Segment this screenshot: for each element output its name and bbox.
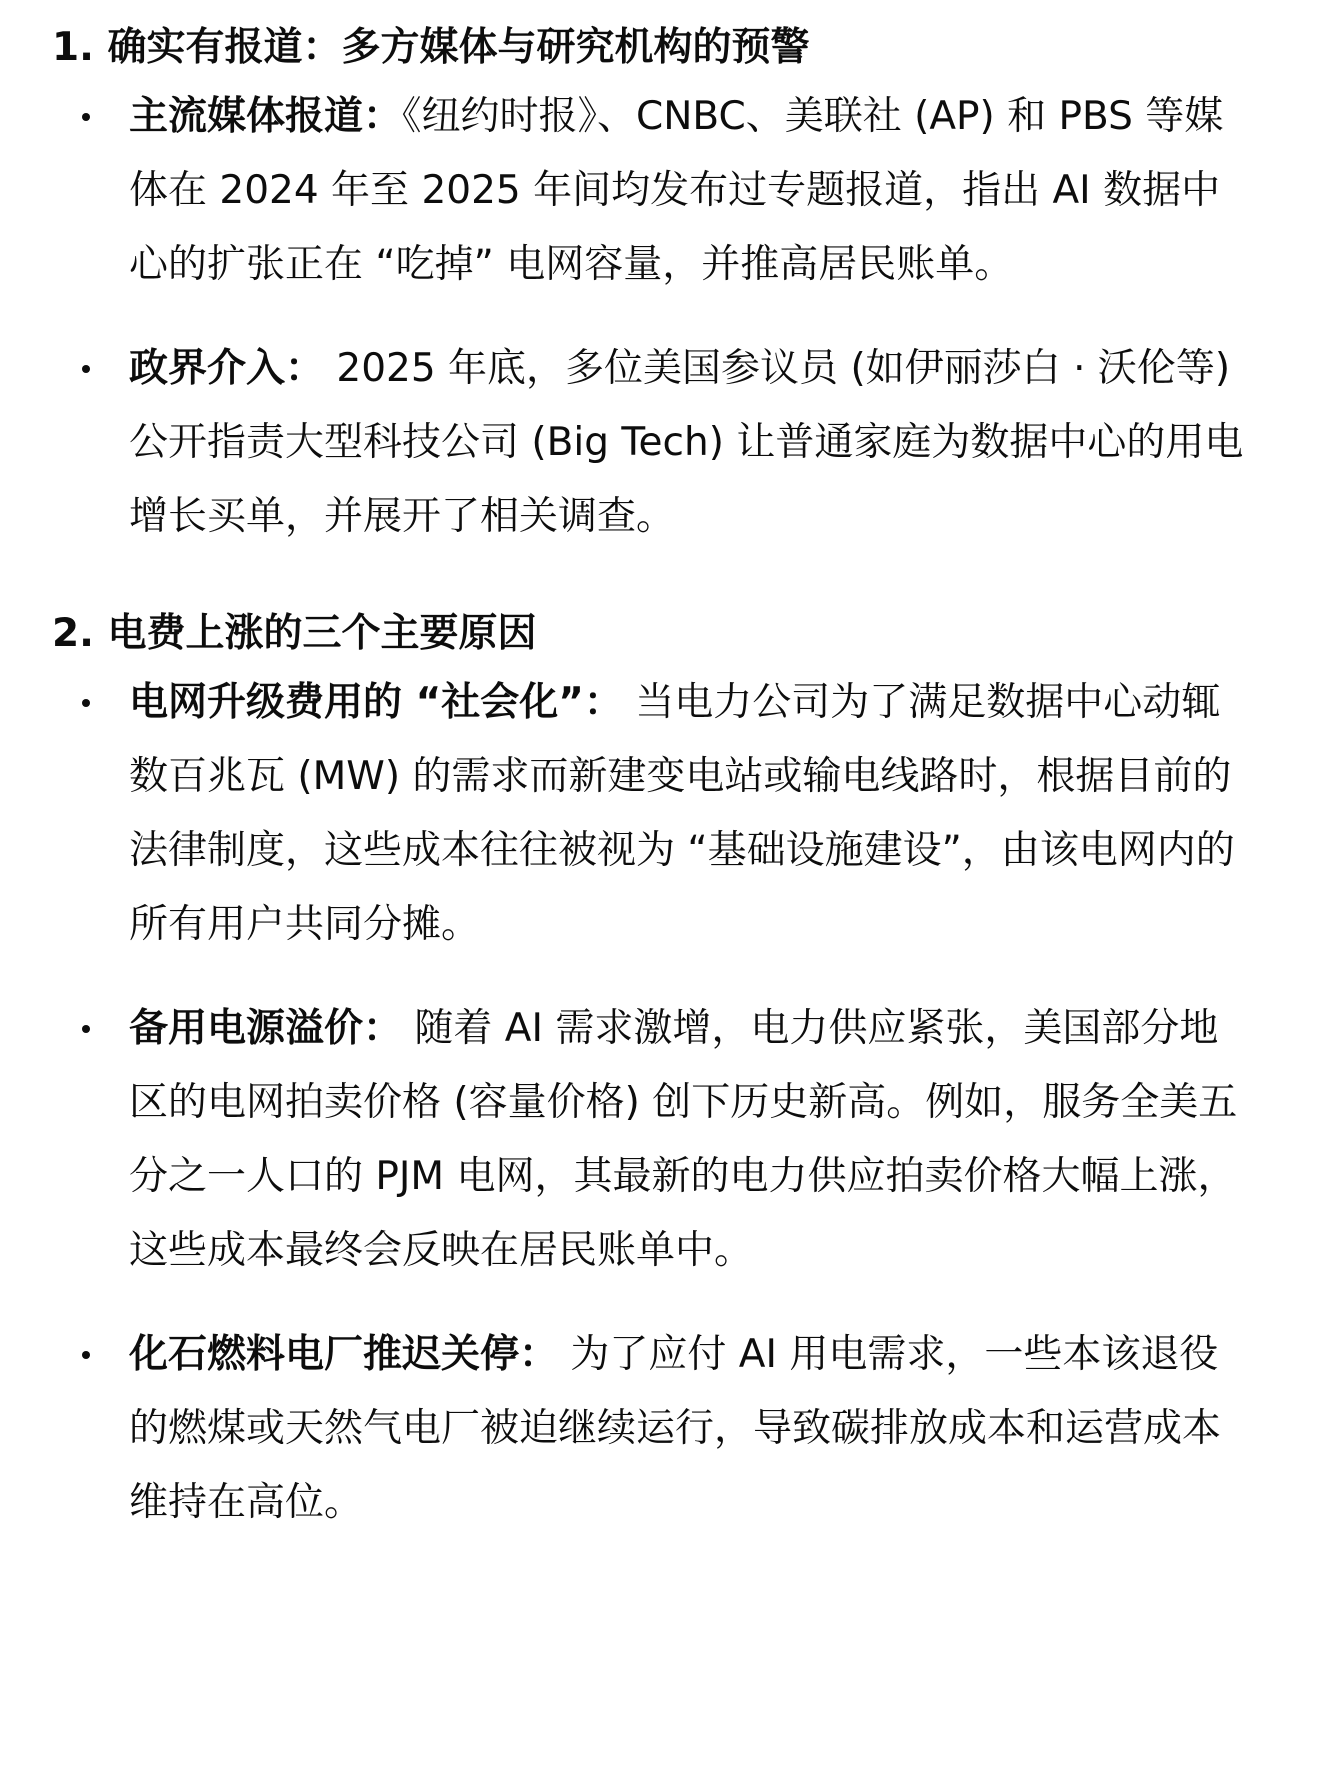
bullet-list xyxy=(52,666,1320,1540)
list-item xyxy=(52,332,1248,554)
list-item xyxy=(52,1318,1248,1540)
bullet-dot-icon xyxy=(82,113,90,121)
bullet-dot-icon xyxy=(82,365,90,373)
bullet-text: 为了应付 AI 用电需求，一些本该退役的燃煤或天然气电厂被迫继续运行，导致碳排放成本和运营成本维持在高位。 xyxy=(129,1332,1222,1525)
bullet-text: 2025 年底，多位美国参议员 (如伊丽莎白 · 沃伦等) 公开指责大型科技公司 (Big Tech) 让普通家庭为数据中心的用电增长买单，并展开了相关调查。 xyxy=(129,346,1244,539)
bullet-list xyxy=(52,80,1320,554)
list-item xyxy=(52,666,1248,962)
bullet-label: 政界介入： xyxy=(129,346,325,391)
bullet-text: 随着 AI 需求激增，电力供应紧张，美国部分地区的电网拍卖价格 (容量价格) 创下历史新高。例如，服务全美五分之一人口的 PJM 电网，其最新的电力供应拍卖价格大幅上涨，这些成本最终会反映在居民账单中。 xyxy=(129,1006,1238,1273)
bullet-text: 当电力公司为了满足数据中心动辄数百兆瓦 (MW) 的需求而新建变电站或输电线路时，根据目前的法律制度，这些成本往往被视为 “基础设施建设”，由该电网内的所有用户共同分摊。 xyxy=(129,680,1235,947)
section-heading: 2. 电费上涨的三个主要原因 xyxy=(52,611,537,656)
bullet-label: 化石燃料电厂推迟关停： xyxy=(129,1332,559,1377)
section-price-reasons xyxy=(52,606,1320,1540)
bullet-label: 电网升级费用的 “社会化”： xyxy=(129,680,623,725)
bullet-dot-icon xyxy=(82,1025,90,1033)
bullet-text: 《纽约时报》、CNBC、美联社 (AP) 和 PBS 等媒体在 2024 年至 2025 年间均发布过专题报道，指出 AI 数据中心的扩张正在 “吃掉” 电网容量，并推高居民账单。 xyxy=(129,94,1224,287)
bullet-label: 主流媒体报道： xyxy=(129,94,403,139)
list-item xyxy=(52,992,1248,1288)
list-item xyxy=(52,80,1248,302)
bullet-label: 备用电源溢价： xyxy=(129,1006,403,1051)
section-heading: 1. 确实有报道：多方媒体与研究机构的预警 xyxy=(52,25,810,70)
bullet-dot-icon xyxy=(82,1351,90,1359)
section-media-warnings xyxy=(52,20,1320,554)
bullet-dot-icon xyxy=(82,699,90,707)
